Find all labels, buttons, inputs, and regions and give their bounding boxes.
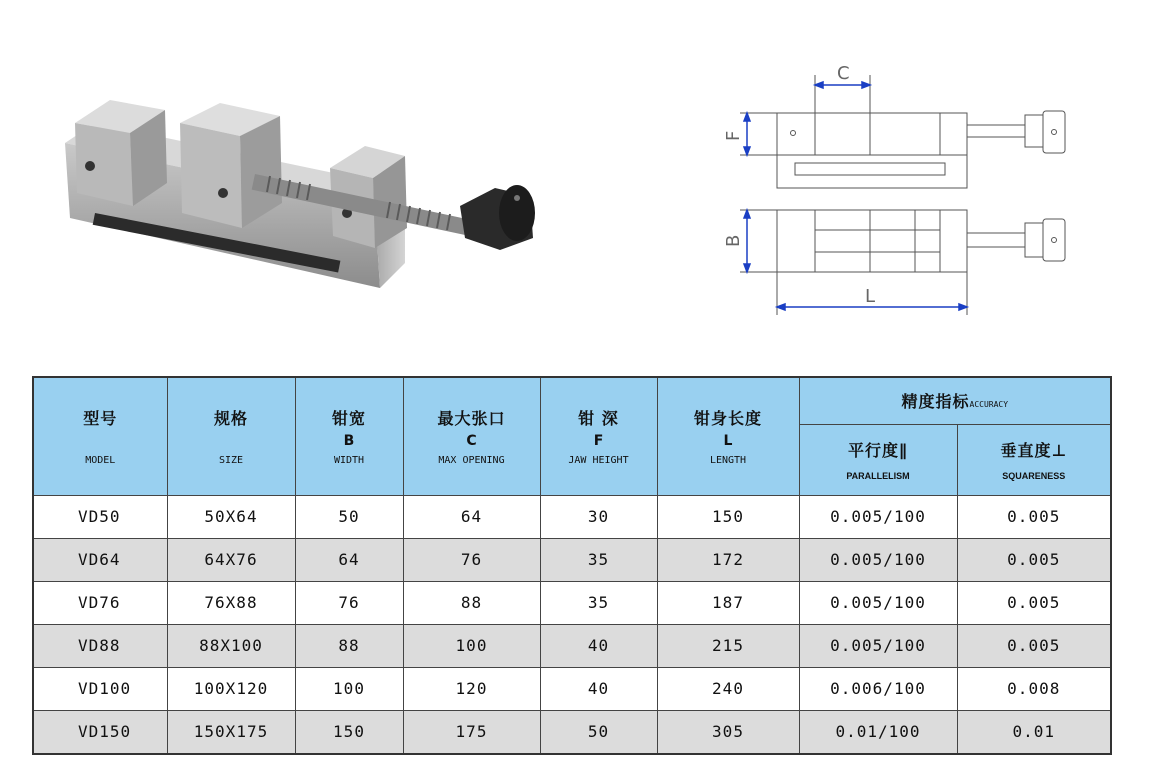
cell-opening: 64 bbox=[403, 495, 540, 538]
cell-size: 88X100 bbox=[167, 624, 295, 667]
table-row bbox=[33, 624, 1111, 667]
header-opening-en: MAX OPENING bbox=[438, 455, 505, 467]
header-jaw-cn: 钳 深 bbox=[578, 409, 619, 429]
cell-size: 76X88 bbox=[167, 581, 295, 624]
cell-model: VD50 bbox=[33, 495, 167, 538]
vise-dimension-drawing bbox=[715, 55, 1095, 330]
header-model-cn: 型号 bbox=[83, 409, 118, 429]
cell-squareness: 0.01 bbox=[957, 710, 1111, 754]
table-row bbox=[33, 581, 1111, 624]
header-accuracy-cn: 精度指标 bbox=[901, 392, 970, 412]
dim-l-label: L bbox=[865, 286, 876, 307]
header-size-en: SIZE bbox=[218, 455, 244, 467]
header-square-en: SQUARENESS bbox=[1002, 471, 1066, 481]
cell-squareness: 0.008 bbox=[957, 667, 1111, 710]
cell-model: VD88 bbox=[33, 624, 167, 667]
cell-length: 172 bbox=[657, 538, 799, 581]
cell-parallelism: 0.005/100 bbox=[799, 581, 957, 624]
table-row bbox=[33, 710, 1111, 754]
cell-size: 150X175 bbox=[167, 710, 295, 754]
cell-width: 100 bbox=[295, 667, 403, 710]
spec-table bbox=[32, 376, 1112, 755]
cell-width: 50 bbox=[295, 495, 403, 538]
header-size-cn: 规格 bbox=[213, 409, 248, 429]
cell-squareness: 0.005 bbox=[957, 495, 1111, 538]
table-row bbox=[33, 538, 1111, 581]
cell-size: 50X64 bbox=[167, 495, 295, 538]
cell-length: 187 bbox=[657, 581, 799, 624]
table-row bbox=[33, 667, 1111, 710]
cell-opening: 120 bbox=[403, 667, 540, 710]
header-width-letter: B bbox=[343, 433, 355, 450]
cell-parallelism: 0.005/100 bbox=[799, 538, 957, 581]
header-length bbox=[657, 377, 799, 495]
table-row bbox=[33, 495, 1111, 538]
cell-jaw-height: 35 bbox=[540, 538, 657, 581]
cell-model: VD150 bbox=[33, 710, 167, 754]
cell-length: 305 bbox=[657, 710, 799, 754]
cell-length: 240 bbox=[657, 667, 799, 710]
cell-jaw-height: 40 bbox=[540, 667, 657, 710]
header-opening-letter: C bbox=[466, 433, 477, 450]
cell-size: 100X120 bbox=[167, 667, 295, 710]
header-width bbox=[295, 377, 403, 495]
cell-jaw-height: 40 bbox=[540, 624, 657, 667]
dim-c-label: C bbox=[837, 63, 850, 84]
cell-squareness: 0.005 bbox=[957, 581, 1111, 624]
header-parallelism bbox=[799, 424, 957, 495]
cell-width: 88 bbox=[295, 624, 403, 667]
cell-jaw-height: 50 bbox=[540, 710, 657, 754]
header-parallel-cn: 平行度∥ bbox=[847, 441, 908, 460]
header-jaw-en: JAW HEIGHT bbox=[568, 455, 629, 467]
cell-parallelism: 0.005/100 bbox=[799, 624, 957, 667]
header-jaw-height bbox=[540, 377, 657, 495]
cell-opening: 100 bbox=[403, 624, 540, 667]
header-model bbox=[33, 377, 167, 495]
cell-model: VD64 bbox=[33, 538, 167, 581]
cell-opening: 76 bbox=[403, 538, 540, 581]
cell-jaw-height: 30 bbox=[540, 495, 657, 538]
header-jaw-letter: F bbox=[593, 433, 604, 450]
cell-parallelism: 0.005/100 bbox=[799, 495, 957, 538]
header-width-en: WIDTH bbox=[333, 455, 365, 467]
dim-f-label: F bbox=[723, 130, 744, 141]
cell-opening: 175 bbox=[403, 710, 540, 754]
cell-squareness: 0.005 bbox=[957, 538, 1111, 581]
cell-size: 64X76 bbox=[167, 538, 295, 581]
header-accuracy-en: ACCURACY bbox=[969, 400, 1009, 410]
header-square-cn: 垂直度⊥ bbox=[1000, 441, 1068, 460]
vise-product-photo bbox=[55, 88, 560, 303]
header-size bbox=[167, 377, 295, 495]
dim-b-label: B bbox=[723, 234, 744, 247]
header-parallel-en: PARALLELISM bbox=[846, 471, 910, 481]
cell-squareness: 0.005 bbox=[957, 624, 1111, 667]
cell-length: 215 bbox=[657, 624, 799, 667]
cell-model: VD76 bbox=[33, 581, 167, 624]
cell-model: VD100 bbox=[33, 667, 167, 710]
cell-length: 150 bbox=[657, 495, 799, 538]
header-length-letter: L bbox=[723, 433, 733, 450]
cell-parallelism: 0.01/100 bbox=[799, 710, 957, 754]
header-opening bbox=[403, 377, 540, 495]
header-opening-cn: 最大张口 bbox=[437, 409, 506, 429]
header-width-cn: 钳宽 bbox=[331, 409, 366, 429]
header-model-en: MODEL bbox=[85, 455, 116, 467]
cell-opening: 88 bbox=[403, 581, 540, 624]
header-length-cn: 钳身长度 bbox=[693, 409, 762, 429]
header-accuracy bbox=[799, 377, 1111, 424]
cell-width: 64 bbox=[295, 538, 403, 581]
cell-width: 150 bbox=[295, 710, 403, 754]
header-squareness bbox=[957, 424, 1111, 495]
header-length-en: LENGTH bbox=[709, 455, 747, 467]
cell-parallelism: 0.006/100 bbox=[799, 667, 957, 710]
cell-jaw-height: 35 bbox=[540, 581, 657, 624]
cell-width: 76 bbox=[295, 581, 403, 624]
